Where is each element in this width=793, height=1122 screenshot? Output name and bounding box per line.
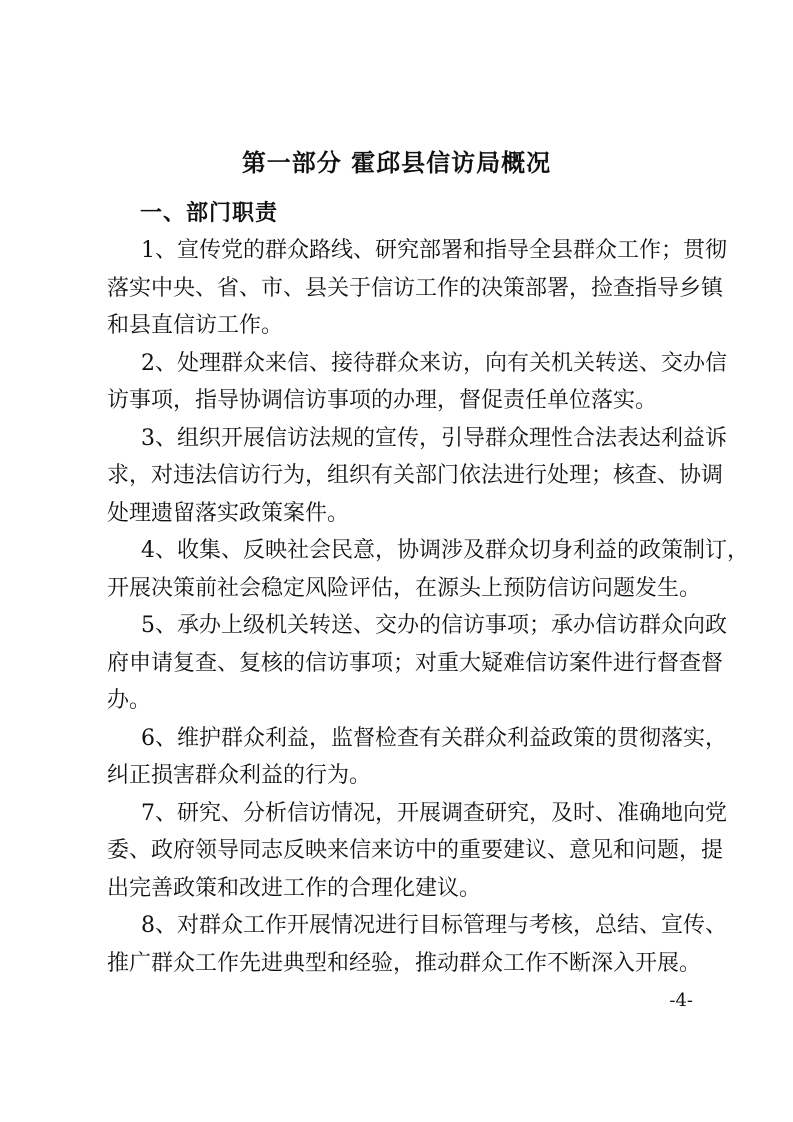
document-body (107, 232, 749, 982)
paragraph-7 (107, 795, 727, 908)
page-number: -4- (669, 990, 693, 1011)
paragraph-1 (107, 232, 727, 345)
paragraph-2 (107, 345, 727, 420)
paragraph-line: 2、处理群众来信、接待群众来访，向有关机关转送、交办信 (141, 350, 727, 376)
paragraph-line: 7、研究、分析信访情况，开展调查研究，及时、准确地向党 (141, 800, 727, 826)
paragraph-line: 处理遗留落实政策案件。 (107, 500, 350, 526)
paragraph-line: 4、收集、反映社会民意，协调涉及群众切身利益的政策制订， (141, 538, 749, 563)
paragraph-line: 和县直信访工作。 (107, 313, 284, 338)
paragraph-line: 委、政府领导同志反映来信来访中的重要建议、意见和问题，提 (107, 838, 724, 863)
paragraph-line: 推广群众工作先进典型和经验，推动群众工作不断深入开展。 (107, 950, 702, 976)
paragraph-line: 府申请复查、复核的信访事项；对重大疑难信访案件进行督查督 (107, 650, 724, 676)
paragraph-line: 求，对违法信访行为，组织有关部门依法进行处理；核查、协调 (107, 463, 724, 488)
paragraph-line: 开展决策前社会稳定风险评估，在源头上预防信访问题发生。 (107, 575, 702, 601)
paragraph-line: 1、宣传党的群众路线、研究部署和指导全县群众工作；贯彻 (141, 238, 727, 263)
paragraph-line: 办。 (107, 688, 152, 713)
paragraph-3 (107, 420, 727, 533)
paragraph-5 (107, 607, 727, 720)
paragraph-8 (107, 907, 727, 982)
paragraph-line: 8、对群众工作开展情况进行目标管理与考核，总结、宣传、 (141, 913, 727, 938)
paragraph-line: 落实中央、省、市、县关于信访工作的决策部署，捡查指导乡镇 (107, 275, 724, 301)
paragraph-line: 出完善政策和改进工作的合理化建议。 (107, 875, 482, 901)
section-heading: 一、部门职责 (140, 201, 279, 226)
paragraph-line: 6、维护群众利益，监督检查有关群众利益政策的贯彻落实， (141, 725, 727, 751)
page-title: 第一部分 霍邱县信访局概况 (241, 149, 552, 177)
paragraph-4 (107, 532, 749, 607)
paragraph-6 (107, 720, 727, 795)
paragraph-line: 3、组织开展信访法规的宣传，引导群众理性合法表达利益诉 (141, 425, 727, 451)
paragraph-line: 访事项，指导协调信访事项的办理，督促责任单位落实。 (107, 388, 658, 413)
paragraph-line: 5、承办上级机关转送、交办的信访事项；承办信访群众向政 (141, 613, 727, 638)
paragraph-line: 纠正损害群众利益的行为。 (107, 763, 372, 788)
